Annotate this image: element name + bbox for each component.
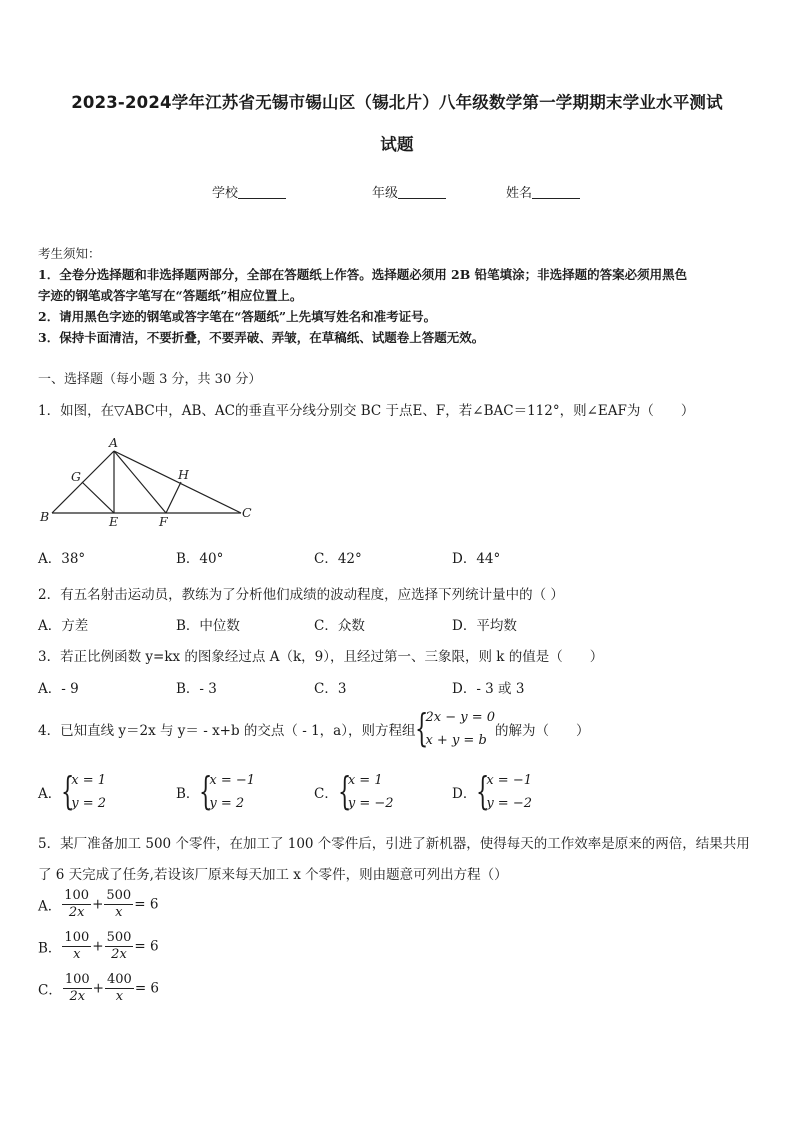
- q4-text-after: 的解为（ ）: [495, 723, 590, 739]
- name-field: [506, 182, 580, 201]
- label-B: B: [40, 509, 50, 524]
- label-A: A: [109, 435, 119, 450]
- school-field: [212, 182, 286, 201]
- q4-option-d[interactable]: [452, 769, 532, 815]
- name-blank[interactable]: [532, 186, 580, 199]
- notice-item-1: 1．全卷分选择题和非选择题两部分，全部在答题纸上作答。选择题必须用 2B 铅笔填涂；非选择题的答案必须用黑色: [38, 267, 688, 282]
- q4-option-a[interactable]: [38, 769, 106, 815]
- q4-option-b-label: B．: [176, 786, 200, 802]
- q4-option-c[interactable]: [314, 769, 394, 815]
- notice-item-2: 2．请用黑色字迹的钢笔或答字笔在“答题纸”上先填写姓名和准考证号。: [38, 309, 437, 324]
- label-G: G: [71, 469, 81, 484]
- label-C: C: [242, 505, 252, 520]
- notice-heading: 考生须知：: [38, 246, 101, 261]
- q5-a-plus: +: [92, 896, 104, 913]
- q5-option-c[interactable]: [38, 972, 159, 1005]
- q4-option-c-row-1: x = 1: [347, 773, 383, 788]
- section-heading: 一、选择题（每小题 3 分，共 30 分）: [38, 372, 262, 387]
- question-5-line1: 5．某厂准备加工 500 个零件，在加工了 100 个零件后，引进了新机器，使得每天的工作效率是原来的两倍，结果共用: [38, 836, 750, 852]
- q4-system-row-2: x + y = b: [425, 733, 487, 748]
- label-F: F: [159, 514, 168, 529]
- grade-label: 年级: [372, 186, 399, 201]
- q5-b-den2: 2x: [111, 947, 127, 962]
- q4-option-d-label: D．: [452, 786, 477, 802]
- q1-option-c[interactable]: C．42°: [314, 551, 362, 567]
- q4-option-c-label: C．: [314, 786, 338, 802]
- q4-option-a-label: A．: [38, 786, 62, 802]
- notice-block: [38, 243, 687, 348]
- q5-a-num1: 100: [64, 888, 90, 903]
- question-1-text: 1．如图，在▽ABC中，AB、AC的垂直平分线分别交 BC 于点E、F，若∠BAC＝112°，则∠EAF为（ ）: [38, 403, 695, 419]
- q3-option-d[interactable]: D．- 3 或 3: [452, 681, 525, 697]
- q5-b-den1: x: [73, 947, 81, 962]
- q5-c-rhs: = 6: [134, 980, 160, 997]
- exam-title-line1: 2023-2024学年江苏省无锡市锡山区（锡北片）八年级数学第一学期期末学业水平测试: [71, 93, 723, 112]
- q5-b-rhs: = 6: [134, 938, 159, 955]
- q4-option-d-row-2: y = −2: [486, 796, 532, 811]
- q2-option-a[interactable]: A．方差: [38, 618, 89, 634]
- q5-a-den1: 2x: [68, 905, 85, 920]
- q4-option-a-system: { x = 1 y = 2: [61, 769, 107, 813]
- q4-system-row-1: 2x − y = 0: [425, 710, 495, 725]
- q5-a-rhs: = 6: [134, 896, 159, 913]
- q1-option-b[interactable]: B．40°: [176, 551, 224, 567]
- name-label: 姓名: [506, 186, 533, 201]
- q3-option-c[interactable]: C．3: [314, 681, 347, 697]
- q1-option-d[interactable]: D．44°: [452, 551, 501, 567]
- q4-option-b[interactable]: [176, 769, 255, 815]
- label-H: H: [178, 467, 189, 482]
- q5-option-a-label: A．: [38, 898, 62, 915]
- q3-option-a[interactable]: A．- 9: [38, 681, 79, 697]
- q5-a-den2: x: [115, 905, 123, 920]
- grade-blank[interactable]: [398, 186, 446, 199]
- q2-option-d[interactable]: D．平均数: [452, 618, 517, 634]
- q5-option-c-label: C．: [38, 982, 62, 999]
- q5-option-b-label: B．: [38, 940, 62, 957]
- q5-c-num2: 400: [106, 972, 132, 987]
- notice-item-1-cont: 字迹的钢笔或答字笔写在“答题纸”相应位置上。: [38, 288, 303, 303]
- school-blank[interactable]: [238, 186, 286, 199]
- q4-option-b-system: { x = −1 y = 2: [199, 769, 256, 813]
- q4-text-before: 4．已知直线 y＝2x 与 y＝ - x+b 的交点（ - 1，a），则方程组: [38, 723, 416, 739]
- q5-c-den1: 2x: [69, 989, 86, 1004]
- grade-field: [372, 182, 446, 201]
- q5-b-num2: 500: [106, 930, 132, 945]
- q4-equation-system: { 2x − y = 0 x + y = b: [415, 706, 495, 750]
- q2-option-c[interactable]: C．众数: [314, 618, 365, 634]
- q5-a-num2: 500: [106, 888, 132, 903]
- triangle-figure: [36, 434, 266, 530]
- q3-option-b[interactable]: B．- 3: [176, 681, 217, 697]
- q5-option-a[interactable]: [38, 888, 158, 921]
- q4-option-b-row-2: y = 2: [209, 796, 245, 811]
- exam-title-line2: 试题: [380, 135, 414, 154]
- question-2-text: 2．有五名射击运动员，教练为了分析他们成绩的波动程度，应选择下列统计量中的（ ）: [38, 587, 564, 603]
- question-3-text: 3．若正比例函数 y=kx 的图象经过点 A（k，9），且经过第一、三象限，则 k 的值是（ ）: [38, 649, 604, 665]
- question-5-line2: 了 6 天完成了任务,若设该厂原来每天加工 x 个零件，则由题意可列出方程（）: [38, 867, 508, 883]
- q5-option-b[interactable]: [38, 930, 159, 963]
- q5-c-num1: 100: [64, 972, 90, 987]
- q5-b-num1: 100: [64, 930, 90, 945]
- q5-c-den2: x: [115, 989, 124, 1004]
- q4-option-d-row-1: x = −1: [486, 773, 532, 788]
- q4-option-d-system: { x = −1 y = −2: [476, 769, 532, 813]
- q5-c-plus: +: [92, 980, 104, 997]
- label-E: E: [109, 514, 119, 529]
- question-4-text: [38, 706, 590, 752]
- q4-option-a-row-2: y = 2: [71, 796, 107, 811]
- notice-item-3: 3．保持卡面清洁，不要折叠，不要弄破、弄皱，在草稿纸、试题卷上答题无效。: [38, 330, 485, 345]
- school-label: 学校: [212, 186, 239, 201]
- q4-option-a-row-1: x = 1: [71, 773, 107, 788]
- q5-b-plus: +: [92, 938, 104, 955]
- q4-option-b-row-1: x = −1: [209, 773, 256, 788]
- q4-option-c-row-2: y = −2: [347, 796, 394, 811]
- q4-option-c-system: { x = 1 y = −2: [337, 769, 394, 813]
- q2-option-b[interactable]: B．中位数: [176, 618, 240, 634]
- q1-option-a[interactable]: A．38°: [38, 551, 86, 567]
